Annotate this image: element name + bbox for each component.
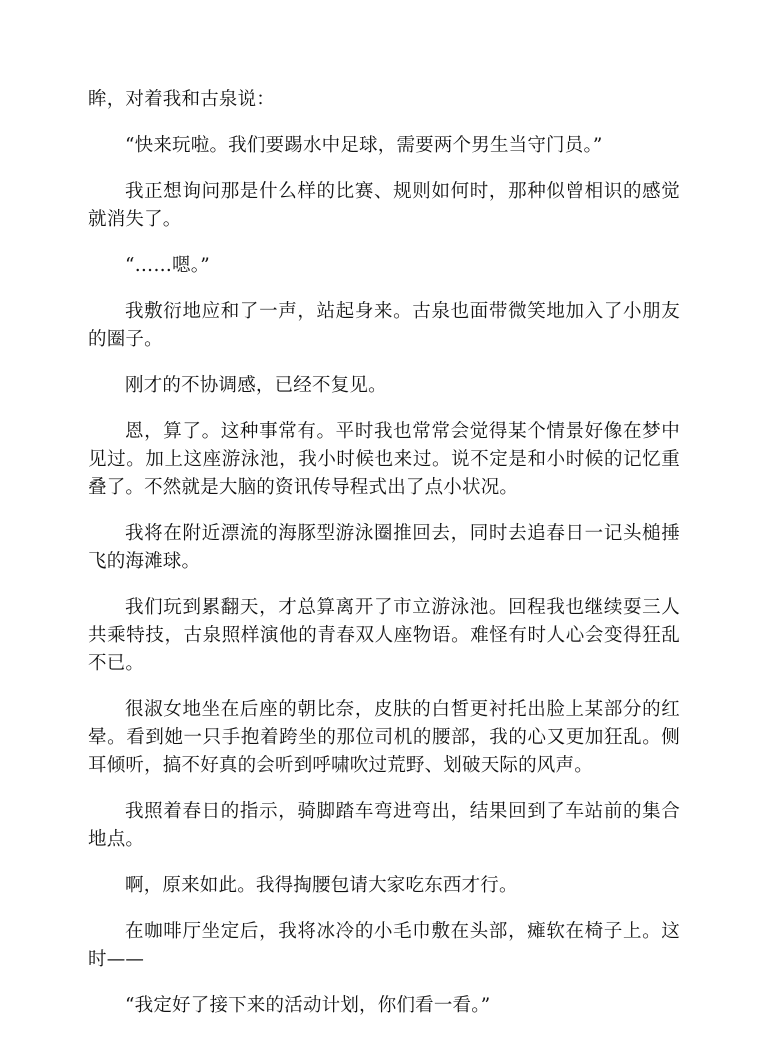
paragraph: 我们玩到累翻天，才总算离开了市立游泳池。回程我也继续耍三人共乘特技，古泉照样演他的青春双人座物语。难怪有时人心会变得狂乱不已。: [88, 597, 680, 674]
paragraph: “……嗯。”: [125, 255, 210, 276]
document-page: [88, 86, 680, 1038]
paragraph: “我定好了接下来的活动计划，你们看一看。”: [125, 995, 491, 1016]
paragraph: 眸，对着我和古泉说：: [88, 89, 276, 110]
paragraph: 我正想询问那是什么样的比赛、规则如何时，那种似曾相识的感觉就消失了。: [88, 181, 680, 230]
paragraph: 在咖啡厅坐定后，我将冰冷的小毛巾敷在头部，瘫软在椅子上。这时——: [88, 921, 680, 970]
paragraph: 我将在附近漂流的海豚型游泳圈推回去，同时去追春日一记头槌捶飞的海滩球。: [88, 523, 680, 572]
paragraph: 很淑女地坐在后座的朝比奈，皮肤的白皙更衬托出脸上某部分的红晕。看到她一只手抱着跨坐的那位司机的腰部，我的心又更加狂乱。侧耳倾听，搞不好真的会听到呼啸吹过荒野、划破天际的风声。: [88, 699, 680, 776]
paragraph: 啊，原来如此。我得掏腰包请大家吃东西才行。: [125, 875, 518, 896]
paragraph: “快来玩啦。我们要踢水中足球，需要两个男生当守门员。”: [125, 135, 603, 156]
paragraph: 我敷衍地应和了一声，站起身来。古泉也面带微笑地加入了小朋友的圈子。: [88, 301, 680, 350]
paragraph: 我照着春日的指示，骑脚踏车弯进弯出，结果回到了车站前的集合地点。: [88, 801, 680, 850]
paragraph: 刚才的不协调感，已经不复见。: [125, 375, 387, 396]
paragraph: 恩，算了。这种事常有。平时我也常常会觉得某个情景好像在梦中见过。加上这座游泳池，我小时候也来过。说不定是和小时候的记忆重叠了。不然就是大脑的资讯传导程式出了点小状况。: [88, 421, 680, 498]
